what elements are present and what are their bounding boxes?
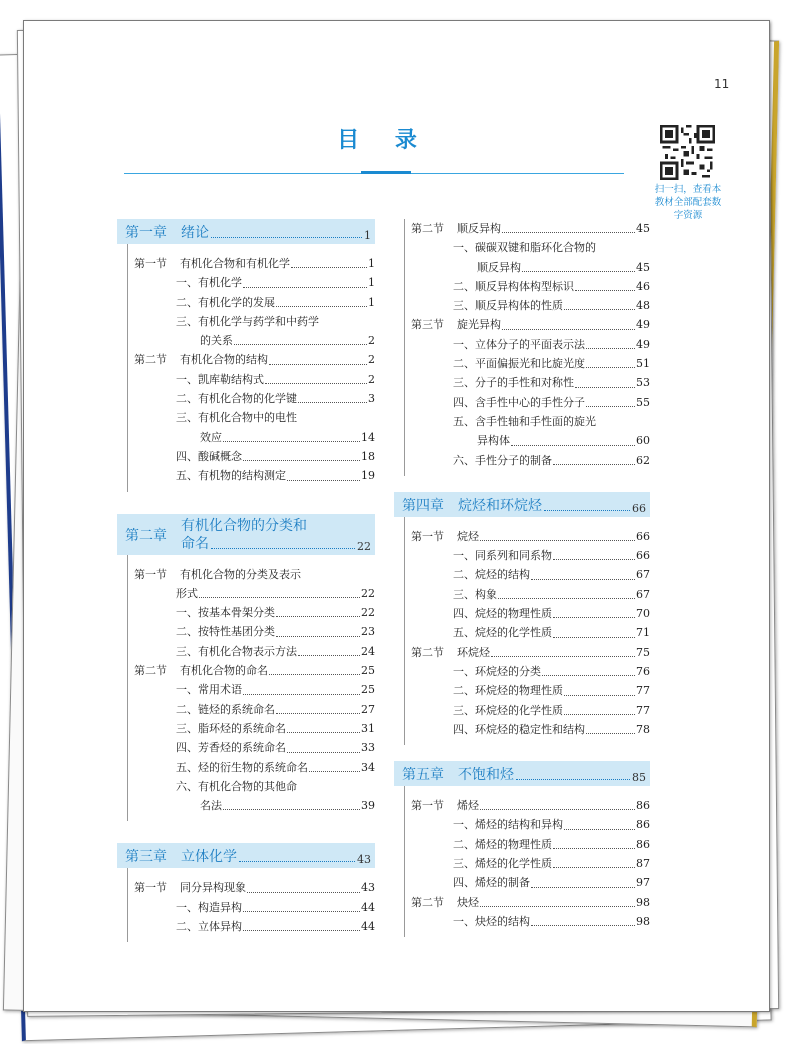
qr-code-icon[interactable] xyxy=(660,125,715,180)
entry-title: 效应 xyxy=(200,430,222,444)
toc-entry[interactable] xyxy=(405,277,650,296)
entry-page: 1 xyxy=(368,276,375,290)
section-number: 第一节 xyxy=(134,881,167,895)
section-page: 43 xyxy=(361,881,375,895)
toc-entry[interactable] xyxy=(128,642,375,661)
entry-page: 44 xyxy=(361,900,375,914)
toc-entry[interactable] xyxy=(128,917,375,936)
qr-caption: 扫一扫，查看本教材全部配套数字资源 xyxy=(654,184,722,221)
chapter-title-line2: 命名 xyxy=(181,535,209,552)
dot-leader xyxy=(502,329,635,330)
entry-title: 二、烯烃的物理性质 xyxy=(453,837,552,851)
chapter-block xyxy=(404,786,650,937)
book-page xyxy=(23,20,770,1012)
section-number: 第一节 xyxy=(411,799,444,813)
dot-leader xyxy=(531,887,635,888)
toc-entry[interactable] xyxy=(128,680,375,699)
toc-entry[interactable] xyxy=(405,335,650,354)
dot-leader xyxy=(553,464,635,465)
entry-title: 四、芳香烃的系统命名 xyxy=(176,741,286,755)
dot-leader xyxy=(199,597,360,598)
toc-entry[interactable] xyxy=(128,738,375,757)
entry-title: 异构体 xyxy=(477,434,510,448)
section-page: 22 xyxy=(361,586,375,600)
entry-title: 一、同系列和同系物 xyxy=(453,549,552,563)
dot-leader xyxy=(276,306,367,307)
chapter-title: 立体化学 xyxy=(181,849,237,866)
dot-leader xyxy=(586,348,635,349)
dot-leader xyxy=(586,733,635,734)
entry-title: 名法 xyxy=(200,799,222,813)
section-title: 环烷烃 xyxy=(457,645,490,659)
chapter-block xyxy=(127,868,375,942)
entry-page: 3 xyxy=(368,392,375,406)
chapter-heading[interactable] xyxy=(394,492,650,517)
entry-title: 二、环烷烃的物理性质 xyxy=(453,684,563,698)
toc-entry[interactable] xyxy=(405,815,650,834)
entry-title: 三、分子的手性和对称性 xyxy=(453,376,574,390)
toc-entry-continued[interactable] xyxy=(128,331,375,350)
entry-title: 五、烷烃的化学性质 xyxy=(453,626,552,640)
section-title: 旋光异构 xyxy=(457,318,501,332)
entry-page: 39 xyxy=(361,799,375,813)
dot-leader xyxy=(298,402,367,403)
chapter-page: 22 xyxy=(357,539,371,553)
entry-title: 三、脂环烃的系统命名 xyxy=(176,721,286,735)
entry-page: 45 xyxy=(636,260,650,274)
spacer xyxy=(394,745,650,761)
entry-title: 一、按基本骨架分类 xyxy=(176,606,275,620)
dot-leader xyxy=(586,406,635,407)
dot-leader xyxy=(291,267,367,268)
dot-leader xyxy=(531,925,635,926)
section-number: 第三节 xyxy=(411,318,444,332)
toc-section[interactable] xyxy=(405,796,650,815)
chapter-heading[interactable] xyxy=(117,514,375,555)
dot-leader xyxy=(553,617,635,618)
section-number: 第一节 xyxy=(134,567,167,581)
toc-entry-continued[interactable] xyxy=(405,258,650,277)
toc-entry[interactable] xyxy=(128,603,375,622)
section-page: 86 xyxy=(636,799,650,813)
toc-section[interactable] xyxy=(405,643,650,662)
dot-leader xyxy=(553,867,635,868)
entry-page: 31 xyxy=(361,721,375,735)
toc-section[interactable] xyxy=(405,893,650,912)
toc-entry[interactable] xyxy=(405,835,650,854)
dot-leader xyxy=(498,598,635,599)
toc-entry[interactable] xyxy=(405,354,650,373)
entry-page: 67 xyxy=(636,568,650,582)
entry-title: 四、烯烃的制备 xyxy=(453,876,530,890)
entry-title: 一、环烷烃的分类 xyxy=(453,664,541,678)
entry-title: 三、构象 xyxy=(453,587,497,601)
toc-section[interactable] xyxy=(405,315,650,334)
dot-leader xyxy=(542,675,635,676)
toc-section[interactable] xyxy=(128,565,375,584)
entry-title: 四、环烷烃的稳定性和结构 xyxy=(453,722,585,736)
chapter-block xyxy=(404,219,650,476)
section-title: 顺反异构 xyxy=(457,222,501,235)
dot-leader xyxy=(287,732,360,733)
dot-leader xyxy=(553,848,635,849)
toc-entry[interactable] xyxy=(405,854,650,873)
chapter-title: 不饱和烃 xyxy=(458,767,514,784)
entry-title: 六、有机化合物的其他命 xyxy=(176,779,297,793)
section-number: 第一节 xyxy=(411,529,444,543)
entry-title: 一、凯库勒结构式 xyxy=(176,372,264,386)
toc-section[interactable] xyxy=(128,878,375,897)
toc-section[interactable] xyxy=(128,254,375,273)
entry-title: 二、立体异构 xyxy=(176,920,242,934)
chapter-page: 66 xyxy=(632,501,646,515)
dot-leader xyxy=(298,655,360,656)
entry-title: 四、烷烃的物理性质 xyxy=(453,607,552,621)
dot-leader xyxy=(575,387,635,388)
section-title: 有机化合物的分类及表示 xyxy=(180,567,301,581)
entry-title: 三、烯烃的化学性质 xyxy=(453,857,552,871)
toc-entry[interactable] xyxy=(128,447,375,466)
entry-page: 27 xyxy=(361,702,375,716)
dot-leader xyxy=(276,636,360,637)
entry-page: 66 xyxy=(636,549,650,563)
toc-section-continued[interactable] xyxy=(128,584,375,603)
toc-entry[interactable] xyxy=(128,466,375,485)
toc-entry[interactable] xyxy=(405,546,650,565)
dot-leader xyxy=(269,364,367,365)
entry-page: 60 xyxy=(636,434,650,448)
entry-page: 77 xyxy=(636,703,650,717)
dot-leader xyxy=(564,714,635,715)
chapter-title-line2-wrap xyxy=(181,535,371,553)
toc-entry[interactable] xyxy=(128,408,375,427)
toc-entry[interactable] xyxy=(128,898,375,917)
toc-entry[interactable] xyxy=(405,873,650,892)
chapter-page: 43 xyxy=(357,853,371,867)
toc-section[interactable] xyxy=(405,219,650,238)
toc-entry[interactable] xyxy=(405,238,650,257)
dot-leader xyxy=(234,344,367,345)
dot-leader xyxy=(211,548,355,549)
dot-leader xyxy=(544,510,630,511)
toc-entry[interactable] xyxy=(405,662,650,681)
dot-leader xyxy=(516,779,630,780)
dot-leader xyxy=(287,752,360,753)
toc-entry[interactable] xyxy=(128,758,375,777)
chapter-title-wrap xyxy=(181,517,371,553)
toc-section[interactable] xyxy=(405,527,650,546)
entry-title: 三、有机化合物中的电性 xyxy=(176,411,297,425)
toc-entry-continued[interactable] xyxy=(405,431,650,450)
entry-page: 49 xyxy=(636,337,650,351)
dot-leader xyxy=(309,771,360,772)
section-page: 98 xyxy=(636,895,650,909)
section-page: 49 xyxy=(636,318,650,332)
spacer xyxy=(394,476,650,492)
entry-page: 51 xyxy=(636,357,650,371)
entry-page: 62 xyxy=(636,453,650,467)
dot-leader xyxy=(239,861,355,862)
entry-page: 76 xyxy=(636,664,650,678)
toc-entry[interactable] xyxy=(405,585,650,604)
dot-leader xyxy=(564,309,635,310)
dot-leader xyxy=(243,911,360,912)
chapter-heading[interactable] xyxy=(394,761,650,786)
chapter-heading[interactable] xyxy=(117,219,375,244)
entry-title: 一、烯烃的结构和异构 xyxy=(453,818,563,832)
dot-leader xyxy=(575,290,635,291)
entry-page: 46 xyxy=(636,279,650,293)
entry-title: 三、环烷烃的化学性质 xyxy=(453,703,563,717)
entry-page: 86 xyxy=(636,837,650,851)
entry-title: 一、常用术语 xyxy=(176,683,242,697)
dot-leader xyxy=(586,367,635,368)
entry-title: 二、按特性基团分类 xyxy=(176,625,275,639)
entry-title: 四、含手性中心的手性分子 xyxy=(453,395,585,409)
section-title: 同分异构现象 xyxy=(180,881,246,895)
dot-leader xyxy=(243,694,360,695)
toc-entry[interactable] xyxy=(128,312,375,331)
section-title: 烷烃 xyxy=(457,529,479,543)
entry-page: 44 xyxy=(361,920,375,934)
title-divider-accent xyxy=(361,171,411,174)
entry-title: 一、有机化学 xyxy=(176,276,242,290)
section-number: 第一节 xyxy=(134,257,167,270)
entry-page: 98 xyxy=(636,914,650,928)
toc-section[interactable] xyxy=(128,661,375,680)
dot-leader xyxy=(287,480,360,481)
dot-leader xyxy=(276,616,360,617)
entry-page: 23 xyxy=(361,625,375,639)
section-page: 66 xyxy=(636,529,650,543)
dot-leader xyxy=(480,809,635,810)
section-number: 第二节 xyxy=(411,222,444,235)
entry-page: 34 xyxy=(361,760,375,774)
entry-title: 二、有机化学的发展 xyxy=(176,295,275,309)
dot-leader xyxy=(243,930,360,931)
entry-title: 二、烷烃的结构 xyxy=(453,568,530,582)
entry-page: 77 xyxy=(636,684,650,698)
toc-entry-continued[interactable] xyxy=(128,428,375,447)
entry-page: 2 xyxy=(368,372,375,386)
section-page: 45 xyxy=(636,222,650,235)
dot-leader xyxy=(211,237,362,238)
chapter-number: 第三章 xyxy=(125,849,167,866)
dot-leader xyxy=(223,441,360,442)
entry-page: 86 xyxy=(636,818,650,832)
entry-title: 五、有机物的结构测定 xyxy=(176,469,286,483)
entry-title: 一、炔烃的结构 xyxy=(453,914,530,928)
entry-page: 33 xyxy=(361,741,375,755)
chapter-title-line1: 有机化合物的分类和 xyxy=(181,517,307,534)
toc-entry[interactable] xyxy=(405,681,650,700)
entry-title: 六、手性分子的制备 xyxy=(453,453,552,467)
entry-page: 71 xyxy=(636,626,650,640)
entry-page: 87 xyxy=(636,857,650,871)
spacer xyxy=(117,821,375,843)
section-page: 25 xyxy=(361,664,375,678)
chapter-number: 第四章 xyxy=(402,497,444,514)
entry-title: 一、碳碳双键和脂环化合物的 xyxy=(453,241,596,255)
entry-page: 19 xyxy=(361,469,375,483)
dot-leader xyxy=(480,906,635,907)
toc-entry[interactable] xyxy=(405,701,650,720)
section-number: 第二节 xyxy=(134,664,167,678)
section-title: 形式 xyxy=(176,586,198,600)
section-title: 有机化合物的结构 xyxy=(180,353,268,367)
dot-leader xyxy=(502,232,635,233)
dot-leader xyxy=(491,656,635,657)
toc-entry[interactable] xyxy=(405,373,650,392)
toc-entry[interactable] xyxy=(128,719,375,738)
entry-title: 二、顺反异构体构型标识 xyxy=(453,279,574,293)
entry-page: 2 xyxy=(368,334,375,348)
dot-leader xyxy=(564,829,635,830)
entry-title: 顺反异构 xyxy=(477,260,521,274)
toc-entry[interactable] xyxy=(405,623,650,642)
entry-page: 67 xyxy=(636,587,650,601)
toc-right-column xyxy=(394,219,650,937)
dot-leader xyxy=(553,637,635,638)
dot-leader xyxy=(223,809,360,810)
toc-left-column xyxy=(117,219,375,942)
toc-entry[interactable] xyxy=(405,912,650,931)
section-number: 第二节 xyxy=(411,895,444,909)
section-page: 1 xyxy=(368,257,375,270)
dot-leader xyxy=(265,383,367,384)
dot-leader xyxy=(269,674,360,675)
toc-entry[interactable] xyxy=(405,393,650,412)
dot-leader xyxy=(243,287,367,288)
page-number: 11 xyxy=(714,77,730,91)
entry-title: 三、顺反异构体的性质 xyxy=(453,299,563,313)
toc-entry[interactable] xyxy=(405,451,650,470)
entry-page: 97 xyxy=(636,876,650,890)
toc-entry[interactable] xyxy=(128,370,375,389)
dot-leader xyxy=(480,540,635,541)
dot-leader xyxy=(243,460,360,461)
toc-entry[interactable] xyxy=(405,720,650,739)
toc-entry[interactable] xyxy=(128,700,375,719)
chapter-number: 第一章 xyxy=(125,225,167,241)
entry-title: 五、含手性轴和手性面的旋光 xyxy=(453,414,596,428)
entry-page: 22 xyxy=(361,606,375,620)
toc-entry[interactable] xyxy=(405,296,650,315)
section-page: 2 xyxy=(368,353,375,367)
toc-entry[interactable] xyxy=(405,565,650,584)
entry-title: 五、烃的衍生物的系统命名 xyxy=(176,760,308,774)
chapter-number: 第五章 xyxy=(402,767,444,784)
entry-page: 24 xyxy=(361,644,375,658)
entry-title: 二、链烃的系统命名 xyxy=(176,702,275,716)
toc-entry[interactable] xyxy=(405,604,650,623)
toc-entry[interactable] xyxy=(128,273,375,292)
dot-leader xyxy=(553,559,635,560)
entry-page: 14 xyxy=(361,430,375,444)
toc-entry-continued[interactable] xyxy=(128,796,375,815)
chapter-page: 1 xyxy=(364,229,371,242)
entry-page: 53 xyxy=(636,376,650,390)
entry-title: 四、酸碱概念 xyxy=(176,449,242,463)
entry-title: 的关系 xyxy=(200,334,233,348)
section-number: 第二节 xyxy=(411,645,444,659)
spacer xyxy=(117,492,375,514)
dot-leader xyxy=(511,445,635,446)
entry-page: 78 xyxy=(636,722,650,736)
entry-title: 一、构造异构 xyxy=(176,900,242,914)
chapter-title: 烷烃和环烷烃 xyxy=(458,497,542,514)
entry-page: 48 xyxy=(636,299,650,313)
dot-leader xyxy=(531,579,635,580)
page-title: 目 录 xyxy=(337,128,431,153)
dot-leader xyxy=(564,695,635,696)
entry-title: 一、立体分子的平面表示法 xyxy=(453,337,585,351)
chapter-block xyxy=(127,555,375,822)
entry-page: 1 xyxy=(368,295,375,309)
section-number: 第二节 xyxy=(134,353,167,367)
chapter-heading[interactable] xyxy=(117,843,375,868)
entry-page: 25 xyxy=(361,683,375,697)
chapter-page: 85 xyxy=(632,771,646,785)
section-title: 有机化合物的命名 xyxy=(180,664,268,678)
toc-entry[interactable] xyxy=(128,777,375,796)
chapter-block xyxy=(404,517,650,745)
section-title: 炔烃 xyxy=(457,895,479,909)
chapter-title: 绪论 xyxy=(181,225,209,241)
entry-title: 三、有机化学与药学和中药学 xyxy=(176,314,319,328)
toc-entry[interactable] xyxy=(128,389,375,408)
dot-leader xyxy=(276,713,360,714)
entry-page: 18 xyxy=(361,449,375,463)
entry-page: 70 xyxy=(636,607,650,621)
toc-entry[interactable] xyxy=(128,622,375,641)
chapter-number: 第二章 xyxy=(125,527,167,544)
dot-leader xyxy=(522,271,635,272)
entry-title: 二、平面偏振光和比旋光度 xyxy=(453,357,585,371)
toc-entry[interactable] xyxy=(128,293,375,312)
section-title: 有机化合物和有机化学 xyxy=(180,257,290,270)
dot-leader xyxy=(247,892,360,893)
section-title: 烯烃 xyxy=(457,799,479,813)
toc-entry[interactable] xyxy=(405,412,650,431)
chapter-block xyxy=(127,244,375,492)
entry-page: 55 xyxy=(636,395,650,409)
section-page: 75 xyxy=(636,645,650,659)
entry-title: 三、有机化合物表示方法 xyxy=(176,644,297,658)
toc-section[interactable] xyxy=(128,350,375,369)
entry-title: 二、有机化合物的化学键 xyxy=(176,392,297,406)
